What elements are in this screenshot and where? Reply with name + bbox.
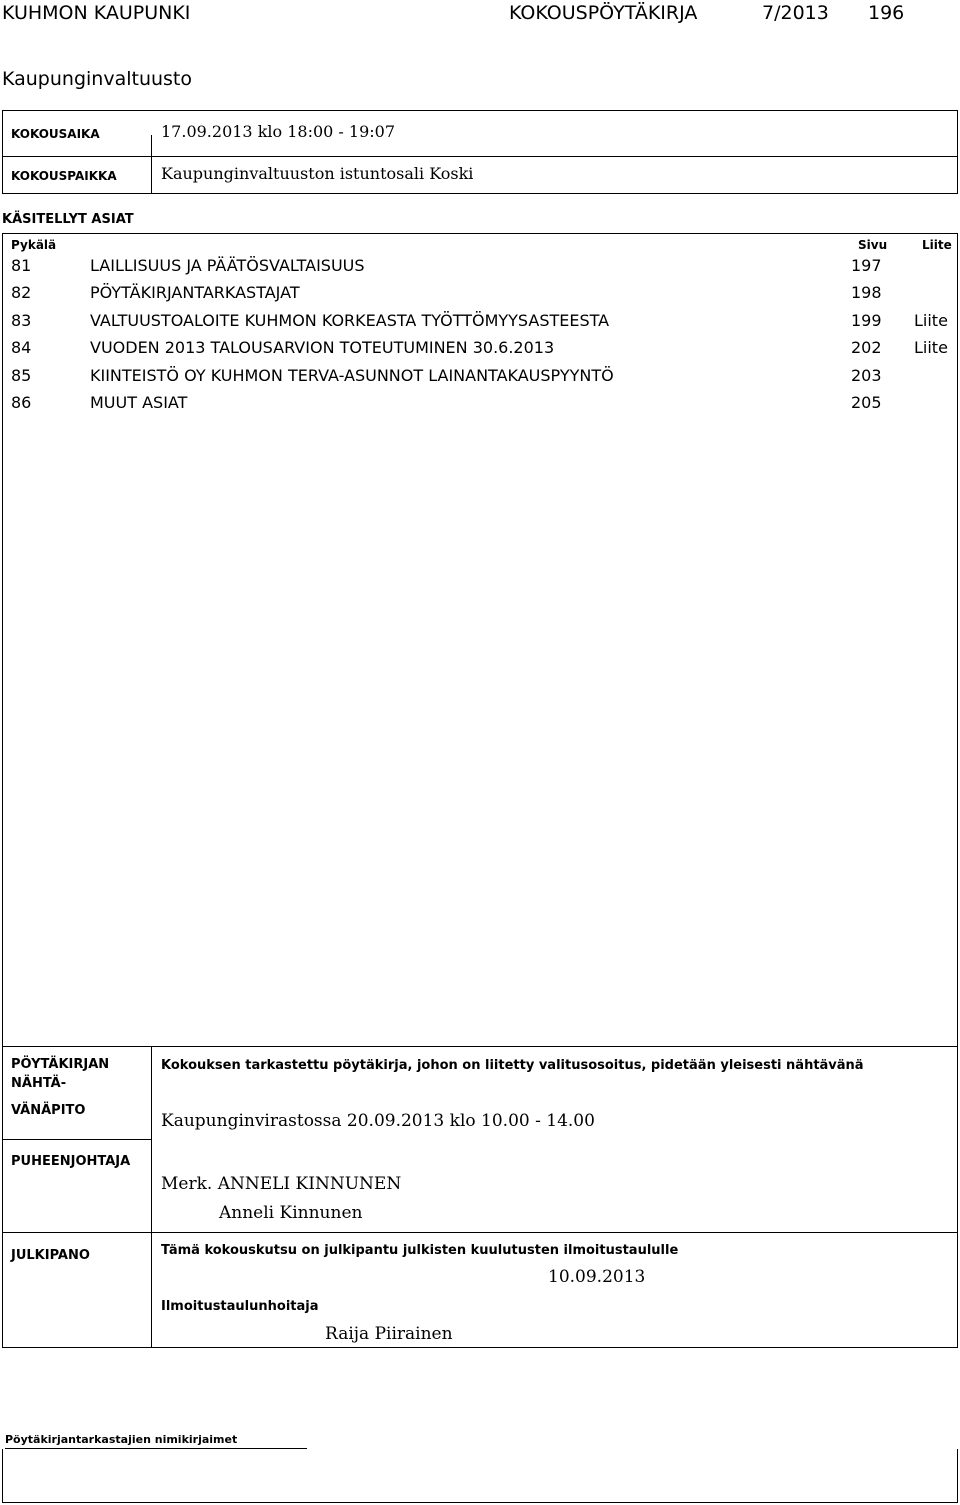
item-title: VUODEN 2013 TALOUSARVION TOTEUTUMINEN 30.6.2013 <box>90 338 555 357</box>
item-title: LAILLISUUS JA PÄÄTÖSVALTAISUUS <box>90 256 365 275</box>
meeting-place-label: KOKOUSPAIKKA <box>11 169 117 183</box>
item-attachment: Liite <box>914 338 948 357</box>
item-title: VALTUUSTOALOITE KUHMON KORKEASTA TYÖTTÖMYYSASTEESTA <box>90 311 610 330</box>
item-number: 84 <box>11 338 32 357</box>
meeting-info-box <box>2 110 958 194</box>
notice-label: JULKIPANO <box>11 1248 90 1263</box>
item-title: KIINTEISTÖ OY KUHMON TERVA-ASUNNOT LAINANTAKAUSPYYNTÖ <box>90 366 614 385</box>
items-heading: KÄSITELLYT ASIAT <box>2 212 134 227</box>
minutes-info-box <box>2 1046 958 1348</box>
notice-date: 10.09.2013 <box>548 1267 646 1287</box>
notice-text: Tämä kokouskutsu on julkipantu julkisten kuulutusten ilmoitustaululle <box>161 1243 679 1258</box>
city-name: KUHMON KAUPUNKI <box>2 2 191 24</box>
item-page: 197 <box>851 256 882 275</box>
meeting-time-label: KOKOUSAIKA <box>11 127 100 141</box>
item-title: MUUT ASIAT <box>90 393 188 412</box>
public-inspection-label-2: NÄHTÄ- <box>11 1076 67 1091</box>
item-title: PÖYTÄKIRJANTARKASTAJAT <box>90 283 300 302</box>
item-number: 81 <box>11 256 32 275</box>
item-number: 86 <box>11 393 32 412</box>
document-type: KOKOUSPÖYTÄKIRJA <box>509 2 698 24</box>
meeting-place-value: Kaupunginvaltuuston istuntosali Koski <box>161 164 474 183</box>
item-page: 199 <box>851 311 882 330</box>
body-name: Kaupunginvaltuusto <box>2 68 193 90</box>
document-number: 7/2013 <box>762 2 829 24</box>
col-pykala: Pykälä <box>11 238 57 252</box>
public-inspection-text: Kokouksen tarkastettu pöytäkirja, johon on liitetty valitusosoitus, pidetään yleisesti nähtävänä <box>161 1058 864 1073</box>
board-keeper-label: Ilmoitustaulunhoitaja <box>161 1299 319 1314</box>
signatures-label: Pöytäkirjantarkastajien nimikirjaimet <box>5 1433 238 1446</box>
public-inspection-label-3: VÄNÄPITO <box>11 1103 86 1118</box>
page-number: 196 <box>868 2 905 24</box>
item-page: 198 <box>851 283 882 302</box>
item-number: 83 <box>11 311 32 330</box>
item-attachment: Liite <box>914 311 948 330</box>
chair-label: PUHEENJOHTAJA <box>11 1154 131 1169</box>
item-page: 205 <box>851 393 882 412</box>
col-sivu: Sivu <box>858 238 888 252</box>
item-number: 85 <box>11 366 32 385</box>
col-liite: Liite <box>922 238 952 252</box>
item-page: 203 <box>851 366 882 385</box>
item-page: 202 <box>851 338 882 357</box>
public-inspection-label-1: PÖYTÄKIRJAN <box>11 1057 110 1072</box>
chair-name: Anneli Kinnunen <box>219 1203 363 1223</box>
item-number: 82 <box>11 283 32 302</box>
signatures-box <box>2 1449 958 1503</box>
chair-signed: Merk. ANNELI KINNUNEN <box>161 1174 402 1194</box>
public-inspection-place: Kaupunginvirastossa 20.09.2013 klo 10.00 - 14.00 <box>161 1111 595 1131</box>
board-keeper-name: Raija Piirainen <box>325 1324 453 1344</box>
meeting-time-value: 17.09.2013 klo 18:00 - 19:07 <box>161 122 396 141</box>
